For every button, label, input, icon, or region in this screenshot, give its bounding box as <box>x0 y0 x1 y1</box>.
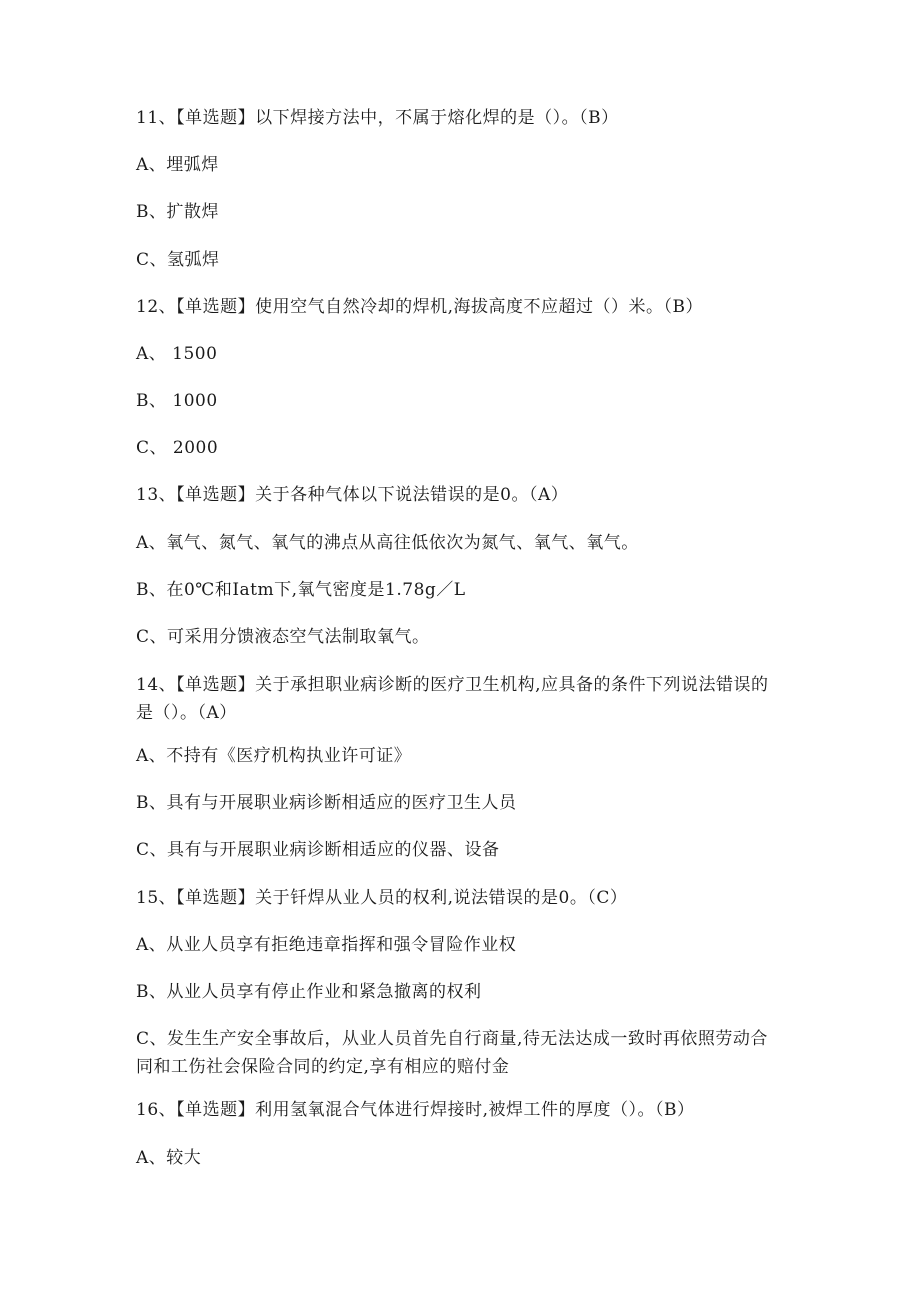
question-11-option-c: C、氢弧焊 <box>136 250 220 270</box>
question-14-option-b: B、具有与开展职业病诊断相适应的医疗卫生人员 <box>136 793 517 813</box>
question-14-option-c: C、具有与开展职业病诊断相适应的仪器、设备 <box>136 840 500 860</box>
question-16-stem: 16、【单选题】利用氢氧混合气体进行焊接时,被焊工件的厚度（）。（B） <box>136 1100 695 1120</box>
question-15-option-c: C、发生生产安全事故后，从业人员首先自行商量,待无法达成一致时再依照劳动合同和工伤社会保险合同的约定,享有相应的赔付金 <box>136 1029 768 1077</box>
question-13-option-c: C、可采用分馈液态空气法制取氧气。 <box>136 627 430 647</box>
question-11-stem: 11、【单选题】以下焊接方法中，不属于熔化焊的是（）。（B） <box>136 108 619 128</box>
question-12-option-c: C、 2000 <box>136 438 219 458</box>
question-13-option-a: A、氧气、氮气、氧气的沸点从高往低依次为氮气、氧气、氧气。 <box>136 533 639 553</box>
question-13-option-b: B、在0℃和Iatm下,氧气密度是1.78g／L <box>136 580 466 600</box>
question-15-option-b: B、从业人员享有停止作业和紧急撤离的权利 <box>136 982 482 1002</box>
question-14-option-a: A、不持有《医疗机构执业许可证》 <box>136 746 412 766</box>
question-11-option-b: B、扩散焊 <box>136 202 219 222</box>
question-14-stem: 14、【单选题】关于承担职业病诊断的医疗卫生机构,应具备的条件下列说法错误的是（）。（A） <box>136 675 769 723</box>
question-12-option-b: B、 1000 <box>136 391 218 411</box>
question-12-stem: 12、【单选题】使用空气自然冷却的焊机,海拔高度不应超过（）米。（B） <box>136 297 704 317</box>
question-13-stem: 13、【单选题】关于各种气体以下说法错误的是0。（A） <box>136 485 569 505</box>
question-16-option-a: A、较大 <box>136 1148 202 1168</box>
question-15-stem: 15、【单选题】关于钎焊从业人员的权利,说法错误的是0。（C） <box>136 888 628 908</box>
question-15-option-a: A、从业人员享有拒绝违章指挥和强令冒险作业权 <box>136 935 517 955</box>
question-11-option-a: A、埋弧焊 <box>136 155 219 175</box>
question-12-option-a: A、 1500 <box>136 344 218 364</box>
